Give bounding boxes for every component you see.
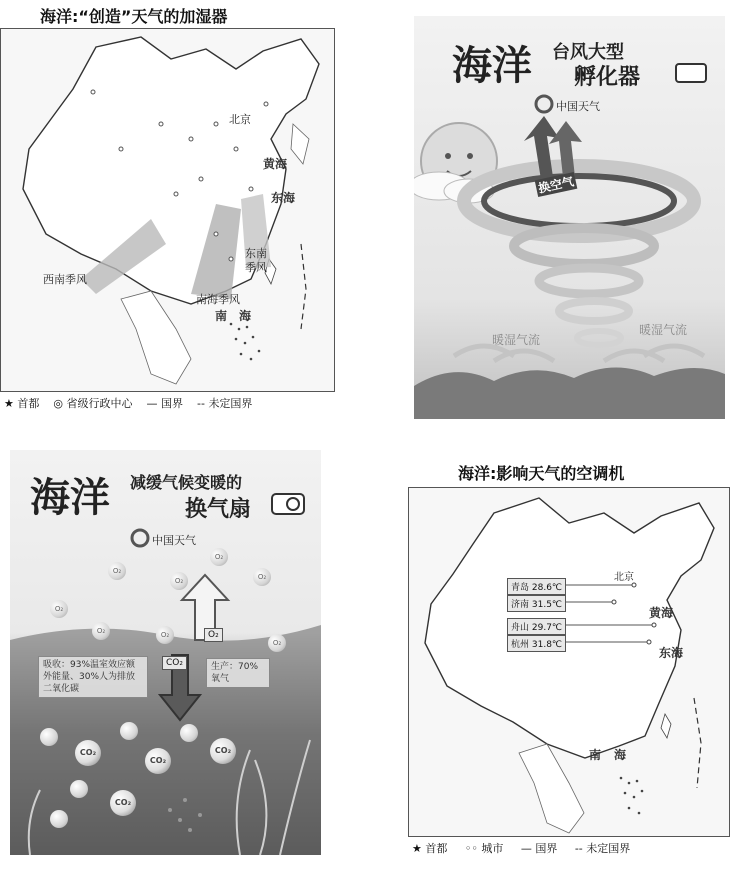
city-name: 青岛 [511, 583, 530, 593]
bubble [50, 810, 68, 828]
legend-border: 国界 [160, 397, 183, 410]
province-dot-icon: ◎ [53, 397, 63, 410]
panel2-title-line1: 台风大型 [552, 42, 624, 63]
bubble [70, 780, 88, 798]
co2-tag: CO₂ [162, 656, 187, 670]
city-temp: 28.6℃ [531, 583, 563, 593]
panel1-legend [4, 395, 252, 411]
city-temp: 31.8℃ [531, 640, 563, 650]
label-south-sea-1: 南 [215, 309, 228, 323]
label-yellow-sea: 黄海 [263, 157, 288, 171]
brand-logo-icon [132, 530, 148, 546]
panel2-warm-flow-right: 暖湿气流 [639, 323, 688, 337]
capital-star-icon: ★ [412, 842, 422, 855]
city-dot-icon: ◦◦ [464, 842, 478, 855]
taiwan [661, 714, 671, 738]
label-south-sea-2: 海 [239, 309, 252, 323]
label-east-sea: 东海 [659, 646, 684, 660]
panel3-title-main: 海洋 [30, 475, 110, 521]
label-south-sea-2: 海 [614, 748, 627, 762]
bubble [40, 728, 58, 746]
sea-land [519, 744, 584, 833]
label-beijing: 北京 [614, 572, 634, 583]
panel4-legend [412, 840, 630, 856]
south-sea-islands [620, 777, 644, 815]
label-south-sea-monsoon: 南海季风 [196, 293, 240, 306]
produce-info: 生产：70%氧气 [206, 658, 270, 688]
china-map-2 [409, 488, 729, 836]
o2-bubble: O₂ [50, 600, 68, 618]
legend-capital: 首都 [425, 842, 448, 855]
undecided-border [301, 244, 306, 329]
newspaper-icon [676, 64, 706, 82]
label-southwest-monsoon: 西南季风 [43, 273, 87, 286]
city-temp-tag [507, 595, 566, 612]
city-name: 杭州 [511, 640, 530, 650]
brand-logo-icon [536, 96, 552, 112]
label-yellow-sea: 黄海 [649, 606, 674, 620]
panel2-title-main: 海洋 [452, 43, 532, 89]
label-southeast-monsoon-1: 东南 [245, 247, 267, 260]
korea-japan [291, 124, 309, 164]
undecided-border-icon: -- [574, 842, 583, 855]
label-east-sea: 东海 [271, 191, 296, 205]
china-outline [425, 498, 714, 758]
label-southeast-monsoon-2: 季风 [245, 261, 267, 274]
panel2-brand: 中国天气 [556, 100, 600, 113]
legend-city: 城市 [481, 842, 504, 855]
co2-bubble: CO₂ [110, 790, 136, 816]
border-line-icon: — [146, 397, 158, 410]
panel4-map [408, 487, 730, 837]
o2-bubble: O₂ [92, 622, 110, 640]
label-south-sea-1: 南 [589, 748, 602, 762]
undecided-border-icon: -- [196, 397, 205, 410]
capital-star-icon: ★ [4, 397, 14, 410]
bubble [120, 722, 138, 740]
border-line-icon: — [520, 842, 532, 855]
city-temp: 29.7℃ [531, 623, 563, 633]
panel2-title-line2: 孵化器 [574, 65, 641, 90]
undecided-border [694, 698, 701, 788]
bubble [180, 724, 198, 742]
legend-undecided: 未定国界 [208, 397, 253, 410]
city-temp: 31.5℃ [531, 600, 563, 610]
label-beijing: 北京 [229, 113, 251, 126]
absorb-info: 吸收：93%温室效应额外能量、30%人为排放二氧化碳 [38, 656, 148, 698]
panel3-title-line1: 减缓气候变暖的 [130, 473, 243, 492]
o2-tag: O₂ [204, 628, 223, 642]
city-temp-tag [507, 618, 566, 635]
legend-border: 国界 [535, 842, 558, 855]
o2-bubble: O₂ [156, 626, 174, 644]
o2-bubble: O₂ [210, 548, 228, 566]
ground-waves [414, 367, 725, 419]
panel1-caption: 海洋:“创造”天气的加湿器 [40, 7, 228, 26]
legend-capital: 首都 [17, 397, 40, 410]
warm-flow-arrows [454, 346, 704, 361]
co2-bubble: CO₂ [210, 738, 236, 764]
legend-undecided: 未定国界 [586, 842, 631, 855]
city-temp-tag [507, 635, 566, 652]
sea-land [121, 291, 191, 384]
panel3-title-line2: 换气扇 [185, 497, 252, 522]
panel-air-conditioner [400, 455, 735, 865]
o2-bubble: O₂ [268, 634, 286, 652]
city-name: 舟山 [511, 623, 530, 633]
panel-humidifier [0, 0, 335, 425]
co2-bubble: CO₂ [145, 748, 171, 774]
panel3-brand: 中国天气 [152, 534, 196, 547]
legend-province: 省级行政中心 [66, 397, 133, 410]
o2-bubble: O₂ [108, 562, 126, 580]
city-name: 济南 [511, 600, 530, 610]
panel-typhoon-poster [414, 16, 725, 419]
panel1-map [0, 28, 335, 392]
typhoon-icon [464, 166, 694, 345]
panel-fan-poster [10, 450, 321, 855]
panel2-exchange-air: 换空气 [535, 172, 578, 197]
fan-icon [272, 494, 304, 514]
city-temp-tag [507, 578, 566, 595]
panel4-caption: 海洋:影响天气的空调机 [458, 464, 625, 483]
south-sea-islands [230, 323, 261, 361]
o2-bubble: O₂ [170, 572, 188, 590]
o2-bubble: O₂ [253, 568, 271, 586]
co2-bubble: CO₂ [75, 740, 101, 766]
panel2-warm-flow-left: 暖湿气流 [492, 333, 541, 347]
china-map-1 [1, 29, 334, 391]
